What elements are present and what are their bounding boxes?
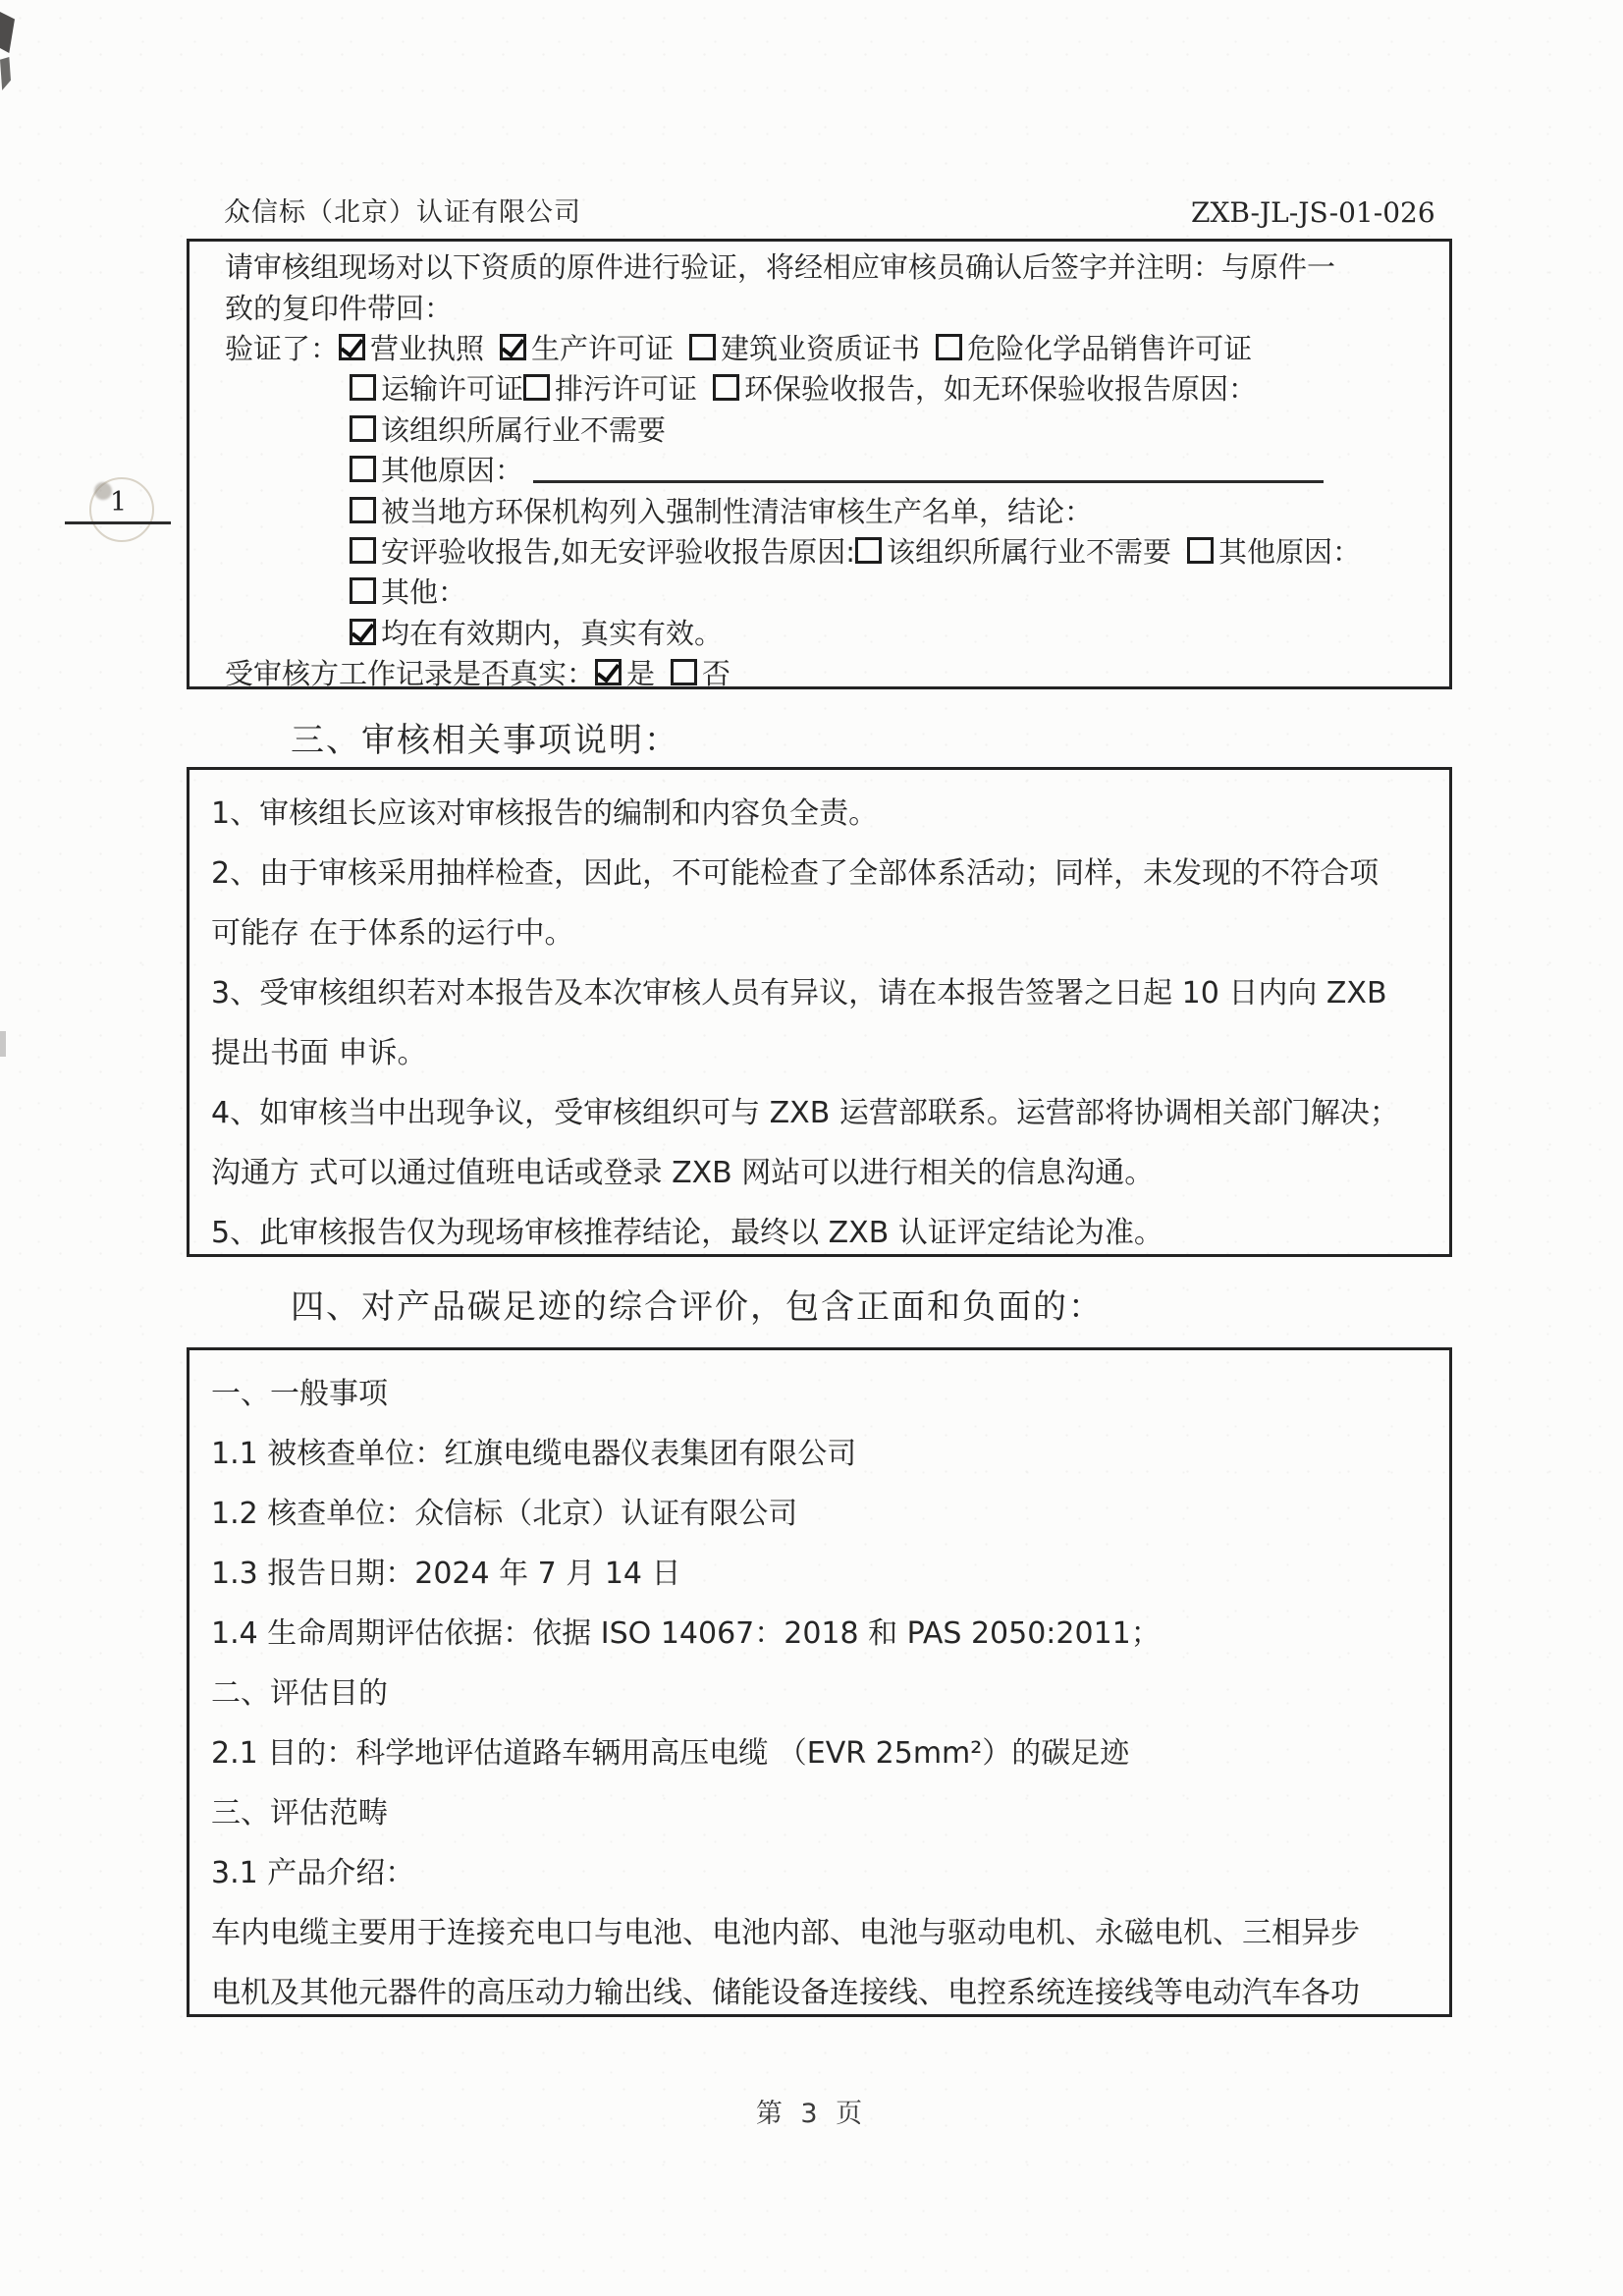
checkbox-label: 建筑业资质证书 (721, 331, 921, 365)
note-line: 1、审核组长应该对审核报告的编制和内容负全责。 (211, 795, 879, 831)
note-line: 4、如审核当中出现争议，受审核组织可与 ZXB 运营部联系。运营部将协调相关部门解决； (211, 1095, 1399, 1130)
checkbox-other-reason (350, 449, 523, 489)
checkbox-industry-not-required (350, 409, 666, 449)
unchecked-checkbox-icon (350, 537, 376, 564)
checkbox-label: 被当地方环保机构列入强制性清洁审核生产名单，结论： (381, 494, 1094, 528)
header-document-code: ZXB-JL-JS-01-026 (1191, 196, 1435, 229)
unchecked-checkbox-icon (689, 334, 716, 360)
verify-intro-line-1: 请审核组现场对以下资质的原件进行验证，将经相应审核员确认后签字并注明：与原件一 (225, 250, 1336, 285)
checkbox-label: 运输许可证 (381, 372, 524, 407)
checkbox-transport-permit (350, 367, 523, 408)
verify-intro-line-2: 致的复印件带回： (225, 291, 454, 325)
audit-notes-box (187, 767, 1452, 1257)
page-number-footer: 第 3 页 (755, 2099, 868, 2129)
checkbox-safety-industry-not-required (855, 530, 1171, 571)
eval-line: 1.2 核查单位：众信标（北京）认证有限公司 (211, 1496, 798, 1531)
checkbox-hazardous-chemicals-license (936, 327, 1252, 367)
unchecked-checkbox-icon (523, 374, 550, 401)
cleaner-production-row (189, 489, 1449, 529)
verified-label: 验证了： (225, 331, 340, 365)
section-3-title: 三、审核相关事项说明： (291, 721, 679, 760)
checkbox-construction-qualification (689, 327, 920, 367)
unchecked-checkbox-icon (350, 374, 376, 401)
margin-marker-line (65, 521, 171, 524)
note-line: 沟通方 式可以通过值班电话或登录 ZXB 网站可以进行相关的信息沟通。 (211, 1155, 1155, 1190)
checkbox-safety-other-reason (1187, 530, 1361, 571)
note-line: 可能存 在于体系的运行中。 (211, 915, 574, 951)
safety-report-row (189, 530, 1449, 571)
checkbox-label: 营业执照 (370, 331, 485, 365)
eval-line: 一、一般事项 (211, 1376, 388, 1411)
checkbox-records-yes (595, 652, 655, 692)
checkbox-label: 环保验收报告，如无环保验收报告原因： (744, 372, 1258, 407)
unchecked-checkbox-icon (350, 456, 376, 482)
checkbox-label: 其他： (381, 575, 467, 610)
unchecked-checkbox-icon (1187, 537, 1214, 564)
checkbox-safety-acceptance-report (350, 530, 855, 571)
checkbox-records-no (671, 652, 730, 692)
carbon-footprint-box (187, 1347, 1452, 2017)
checkbox-label: 该组织所属行业不需要 (381, 412, 667, 447)
checked-checkbox-icon (339, 334, 365, 360)
other-reason-row (189, 449, 1449, 489)
unchecked-checkbox-icon (350, 415, 376, 442)
eval-line: 二、评估目的 (211, 1675, 388, 1711)
checkbox-all-valid (350, 612, 723, 652)
checkbox-production-permit (500, 327, 674, 367)
checkbox-other (350, 571, 466, 611)
note-line: 提出书面 申诉。 (211, 1035, 427, 1070)
records-authentic-row (189, 652, 1449, 692)
scan-artifact (0, 12, 15, 53)
industry-not-required-row (189, 409, 1449, 449)
eval-line: 1.3 报告日期：2024 年 7 月 14 日 (211, 1556, 681, 1591)
permits-row (189, 367, 1449, 408)
checkbox-label: 安评验收报告,如无安评验收报告原因: (381, 534, 855, 569)
eval-line: 3.1 产品介绍： (211, 1855, 415, 1890)
checkbox-label: 其他原因： (381, 454, 524, 488)
blank-fill-line (533, 455, 1324, 483)
checkbox-label: 否 (702, 657, 731, 691)
eval-line: 1.4 生命周期评估依据：依据 ISO 14067：2018 和 PAS 2050:2011； (211, 1615, 1161, 1651)
eval-line: 车内电缆主要用于连接充电口与电池、电池内部、电池与驱动电机、永磁电机、三相异步 (211, 1915, 1360, 1950)
note-line: 3、受审核组织若对本报告及本次审核人员有异议，请在本报告签署之日起 10 日内向 ZXB (211, 975, 1387, 1011)
unchecked-checkbox-icon (350, 497, 376, 523)
section-4-title: 四、对产品碳足迹的综合评价，包含正面和负面的： (291, 1287, 1104, 1327)
checked-checkbox-icon (595, 659, 622, 685)
checkbox-pollution-discharge-permit (523, 367, 697, 408)
unchecked-checkbox-icon (350, 577, 376, 604)
checkbox-business-license (339, 327, 484, 367)
records-question-label: 受审核方工作记录是否真实： (225, 657, 596, 691)
eval-line: 电机及其他元器件的高压动力输出线、储能设备连接线、电控系统连接线等电动汽车各功 (211, 1975, 1360, 2010)
checkbox-label: 该组织所属行业不需要 (887, 534, 1172, 569)
unchecked-checkbox-icon (855, 537, 882, 564)
checkbox-label: 其他原因： (1218, 534, 1362, 569)
checkbox-label: 危险化学品销售许可证 (967, 331, 1253, 365)
note-line: 5、此审核报告仅为现场审核推荐结论，最终以 ZXB 认证评定结论为准。 (211, 1215, 1163, 1250)
note-line: 2、由于审核采用抽样检查，因此，不可能检查了全部体系活动；同样，未发现的不符合项 (211, 855, 1380, 891)
checkbox-label: 是 (626, 657, 656, 691)
checked-checkbox-icon (350, 619, 376, 645)
eval-line: 2.1 目的：科学地评估道路车辆用高压电缆 （EVR 25mm²）的碳足迹 (211, 1735, 1130, 1771)
header-company-name: 众信标（北京）认证有限公司 (224, 197, 581, 228)
scan-artifact (0, 1031, 6, 1057)
checkbox-label: 排污许可证 (555, 372, 698, 407)
unchecked-checkbox-icon (713, 374, 739, 401)
checked-checkbox-icon (500, 334, 526, 360)
unchecked-checkbox-icon (671, 659, 697, 685)
verified-items-row (189, 327, 1449, 367)
checkbox-cleaner-production-list (350, 490, 1093, 530)
eval-line: 1.1 被核查单位：红旗电缆电器仪表集团有限公司 (211, 1436, 857, 1471)
eval-line: 三、评估范畴 (211, 1795, 388, 1831)
scan-artifact (0, 57, 11, 90)
other-row (189, 571, 1449, 611)
margin-page-marker: 1 (110, 487, 128, 518)
unchecked-checkbox-icon (936, 334, 962, 360)
verification-box (187, 239, 1452, 689)
checkbox-label: 生产许可证 (531, 331, 675, 365)
checkbox-label: 均在有效期内，真实有效。 (381, 616, 724, 650)
checkbox-environmental-acceptance-report (713, 367, 1257, 408)
validity-row (189, 612, 1449, 652)
